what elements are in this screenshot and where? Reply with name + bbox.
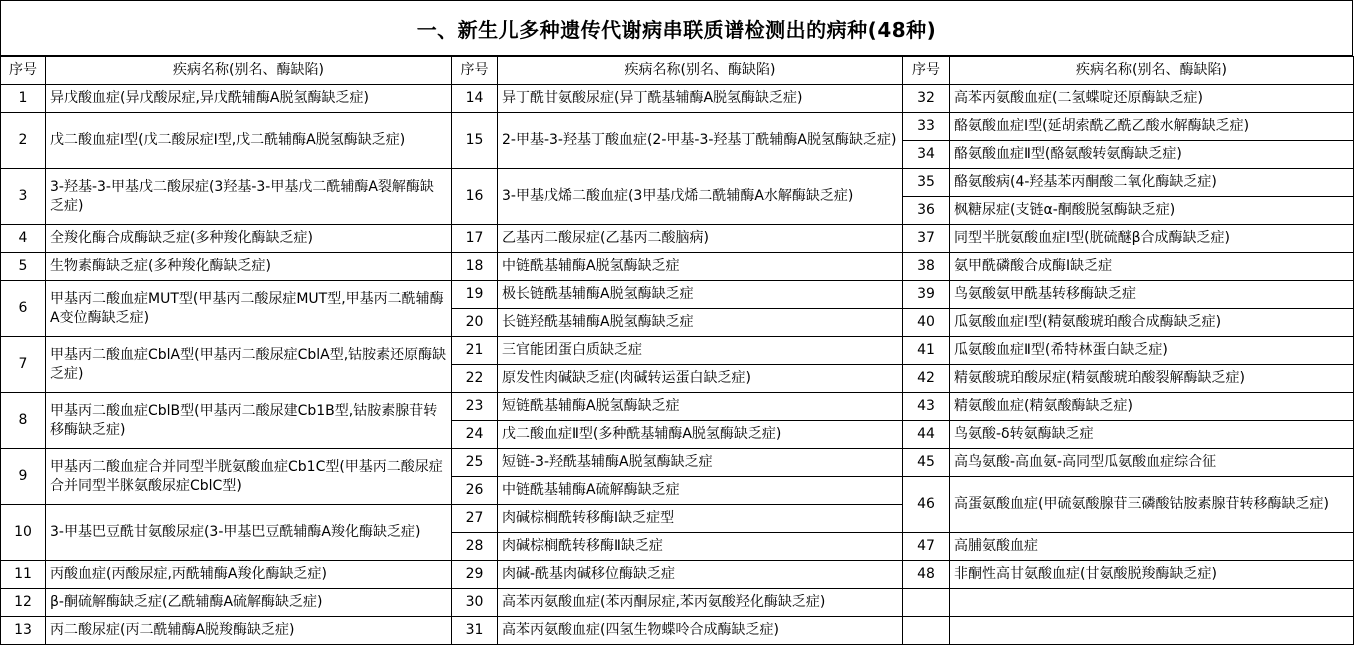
table-row	[1, 449, 1354, 477]
cell-name: 高脯氨酸血症	[950, 533, 1354, 561]
cell-seq: 31	[452, 617, 498, 645]
header-row	[1, 57, 1354, 85]
cell-name: 戊二酸血症Ⅱ型(多种酰基辅酶A脱氢酶缺乏症)	[498, 421, 903, 449]
cell-seq: 42	[903, 365, 950, 393]
cell-name: 原发性肉碱缺乏症(肉碱转运蛋白缺乏症)	[498, 365, 903, 393]
cell-name: 极长链酰基辅酶A脱氢酶缺乏症	[498, 281, 903, 309]
cell-seq: 45	[903, 449, 950, 477]
cell-seq: 29	[452, 561, 498, 589]
cell-seq: 40	[903, 309, 950, 337]
cell-name: 甲基丙二酸血症合并同型半胱氨酸血症Cb1C型(甲基丙二酸尿症合并同型半脒氨酸尿症CblC型)	[46, 449, 452, 505]
cell-name: 酪氨酸血症Ⅱ型(酪氨酸转氨酶缺乏症)	[950, 141, 1354, 169]
cell-seq: 18	[452, 253, 498, 281]
cell-name-empty	[950, 617, 1354, 645]
cell-name: 3-甲基巴豆酰甘氨酸尿症(3-甲基巴豆酰辅酶A羧化酶缺乏症)	[46, 505, 452, 561]
cell-seq: 32	[903, 85, 950, 113]
table-row	[1, 617, 1354, 645]
cell-seq: 43	[903, 393, 950, 421]
header-seq-3: 序号	[903, 57, 950, 85]
cell-seq: 30	[452, 589, 498, 617]
cell-seq: 24	[452, 421, 498, 449]
cell-name: 3-甲基戊烯二酸血症(3甲基戊烯二酰辅酶A水解酶缺乏症)	[498, 169, 903, 225]
cell-seq: 37	[903, 225, 950, 253]
cell-seq: 12	[1, 589, 46, 617]
cell-name: 肉碱棕榈酰转移酶Ⅱ缺乏症	[498, 533, 903, 561]
table-row	[1, 589, 1354, 617]
cell-seq: 46	[903, 477, 950, 533]
cell-name: 丙二酸尿症(丙二酰辅酶A脱羧酶缺乏症)	[46, 617, 452, 645]
cell-seq: 41	[903, 337, 950, 365]
cell-name: 短链-3-羟酰基辅酶A脱氢酶缺乏症	[498, 449, 903, 477]
cell-name: 短链酰基辅酶A脱氢酶缺乏症	[498, 393, 903, 421]
cell-seq-empty	[903, 589, 950, 617]
cell-name: 甲基丙二酸血症CblA型(甲基丙二酸尿症CblA型,钴胺素还原酶缺乏症)	[46, 337, 452, 393]
table-row	[1, 253, 1354, 281]
cell-name: 精氨酸琥珀酸尿症(精氨酸琥珀酸裂解酶缺乏症)	[950, 365, 1354, 393]
cell-name: 全羧化酶合成酶缺乏症(多种羧化酶缺乏症)	[46, 225, 452, 253]
cell-name: 异戊酸血症(异戊酸尿症,异戊酰辅酶A脱氢酶缺乏症)	[46, 85, 452, 113]
cell-name: 精氨酸血症(精氨酸酶缺乏症)	[950, 393, 1354, 421]
cell-name: 中链酰基辅酶A硫解酶缺乏症	[498, 477, 903, 505]
cell-name: 生物素酶缺乏症(多种羧化酶缺乏症)	[46, 253, 452, 281]
table-row	[1, 225, 1354, 253]
cell-name: 肉碱-酰基肉碱移位酶缺乏症	[498, 561, 903, 589]
cell-seq: 33	[903, 113, 950, 141]
cell-name: 氨甲酰磷酸合成酶I缺乏症	[950, 253, 1354, 281]
cell-name: 高苯丙氨酸血症(四氢生物蝶呤合成酶缺乏症)	[498, 617, 903, 645]
cell-name: 非酮性高甘氨酸血症(甘氨酸脱羧酶缺乏症)	[950, 561, 1354, 589]
cell-seq: 48	[903, 561, 950, 589]
cell-name: 长链羟酰基辅酶A脱氢酶缺乏症	[498, 309, 903, 337]
cell-seq: 22	[452, 365, 498, 393]
cell-name: β-酮硫解酶缺乏症(乙酰辅酶A硫解酶缺乏症)	[46, 589, 452, 617]
cell-name: 肉碱棕榈酰转移酶I缺乏症型	[498, 505, 903, 533]
cell-name: 三官能团蛋白质缺乏症	[498, 337, 903, 365]
cell-name: 高苯丙氨酸血症(二氢蝶啶还原酶缺乏症)	[950, 85, 1354, 113]
cell-seq: 39	[903, 281, 950, 309]
cell-name: 瓜氨酸血症Ⅱ型(希特林蛋白缺乏症)	[950, 337, 1354, 365]
cell-seq: 19	[452, 281, 498, 309]
cell-seq: 13	[1, 617, 46, 645]
cell-seq: 34	[903, 141, 950, 169]
cell-name-empty	[950, 589, 1354, 617]
cell-seq: 8	[1, 393, 46, 449]
cell-seq: 15	[452, 113, 498, 169]
disease-table	[0, 56, 1354, 645]
table-row	[1, 169, 1354, 197]
table-row	[1, 393, 1354, 421]
cell-name: 酪氨酸病(4-羟基苯丙酮酸二氧化酶缺乏症)	[950, 169, 1354, 197]
cell-seq: 21	[452, 337, 498, 365]
cell-name: 戊二酸血症I型(戊二酸尿症I型,戊二酰辅酶A脱氢酶缺乏症)	[46, 113, 452, 169]
cell-seq: 2	[1, 113, 46, 169]
cell-seq: 7	[1, 337, 46, 393]
table-row	[1, 85, 1354, 113]
cell-name: 乙基丙二酸尿症(乙基丙二酸脑病)	[498, 225, 903, 253]
cell-name: 鸟氨酸-δ转氨酶缺乏症	[950, 421, 1354, 449]
cell-seq: 44	[903, 421, 950, 449]
cell-seq: 4	[1, 225, 46, 253]
header-seq-1: 序号	[1, 57, 46, 85]
cell-seq: 27	[452, 505, 498, 533]
table-row	[1, 113, 1354, 141]
cell-name: 高鸟氨酸-高血氨-高同型瓜氨酸血症综合征	[950, 449, 1354, 477]
cell-name: 异丁酰甘氨酸尿症(异丁酰基辅酶A脱氢酶缺乏症)	[498, 85, 903, 113]
cell-seq: 28	[452, 533, 498, 561]
cell-seq: 35	[903, 169, 950, 197]
cell-name: 高苯丙氨酸血症(苯丙酮尿症,苯丙氨酸羟化酶缺乏症)	[498, 589, 903, 617]
cell-seq: 26	[452, 477, 498, 505]
cell-name: 枫糖尿症(支链α-酮酸脱氢酶缺乏症)	[950, 197, 1354, 225]
cell-seq: 11	[1, 561, 46, 589]
cell-seq: 5	[1, 253, 46, 281]
cell-seq: 3	[1, 169, 46, 225]
cell-name: 甲基丙二酸血症CblB型(甲基丙二酸尿建Cb1B型,钴胺素腺苷转移酶缺乏症)	[46, 393, 452, 449]
cell-seq: 14	[452, 85, 498, 113]
cell-seq: 10	[1, 505, 46, 561]
cell-seq: 9	[1, 449, 46, 505]
cell-name: 酪氨酸血症I型(延胡索酰乙酰乙酸水解酶缺乏症)	[950, 113, 1354, 141]
cell-seq: 25	[452, 449, 498, 477]
table-row	[1, 561, 1354, 589]
cell-seq: 36	[903, 197, 950, 225]
header-name-2: 疾病名称(别名、酶缺陷)	[498, 57, 903, 85]
cell-name: 高蛋氨酸血症(甲硫氨酸腺苷三磷酸钴胺素腺苷转移酶缺乏症)	[950, 477, 1354, 533]
table-title: 一、新生儿多种遗传代谢病串联质谱检测出的病种(48种)	[0, 0, 1353, 56]
header-name-1: 疾病名称(别名、酶缺陷)	[46, 57, 452, 85]
cell-seq: 1	[1, 85, 46, 113]
cell-name: 丙酸血症(丙酸尿症,丙酰辅酶A羧化酶缺乏症)	[46, 561, 452, 589]
cell-seq: 6	[1, 281, 46, 337]
cell-seq-empty	[903, 617, 950, 645]
table-row	[1, 337, 1354, 365]
cell-name: 同型半胱氨酸血症I型(胱硫醚β合成酶缺乏症)	[950, 225, 1354, 253]
cell-name: 3-羟基-3-甲基戊二酸尿症(3羟基-3-甲基戊二酰辅酶A裂解酶缺乏症)	[46, 169, 452, 225]
cell-name: 中链酰基辅酶A脱氢酶缺乏症	[498, 253, 903, 281]
cell-seq: 38	[903, 253, 950, 281]
cell-name: 鸟氨酸氨甲酰基转移酶缺乏症	[950, 281, 1354, 309]
cell-seq: 16	[452, 169, 498, 225]
table-row	[1, 281, 1354, 309]
cell-seq: 17	[452, 225, 498, 253]
cell-name: 甲基丙二酸血症MUT型(甲基丙二酸尿症MUT型,甲基丙二酰辅酶A变位酶缺乏症)	[46, 281, 452, 337]
header-seq-2: 序号	[452, 57, 498, 85]
cell-seq: 47	[903, 533, 950, 561]
cell-name: 2-甲基-3-羟基丁酸血症(2-甲基-3-羟基丁酰辅酶A脱氢酶缺乏症)	[498, 113, 903, 169]
cell-seq: 23	[452, 393, 498, 421]
header-name-3: 疾病名称(别名、酶缺陷)	[950, 57, 1354, 85]
cell-seq: 20	[452, 309, 498, 337]
cell-name: 瓜氨酸血症I型(精氨酸琥珀酸合成酶缺乏症)	[950, 309, 1354, 337]
